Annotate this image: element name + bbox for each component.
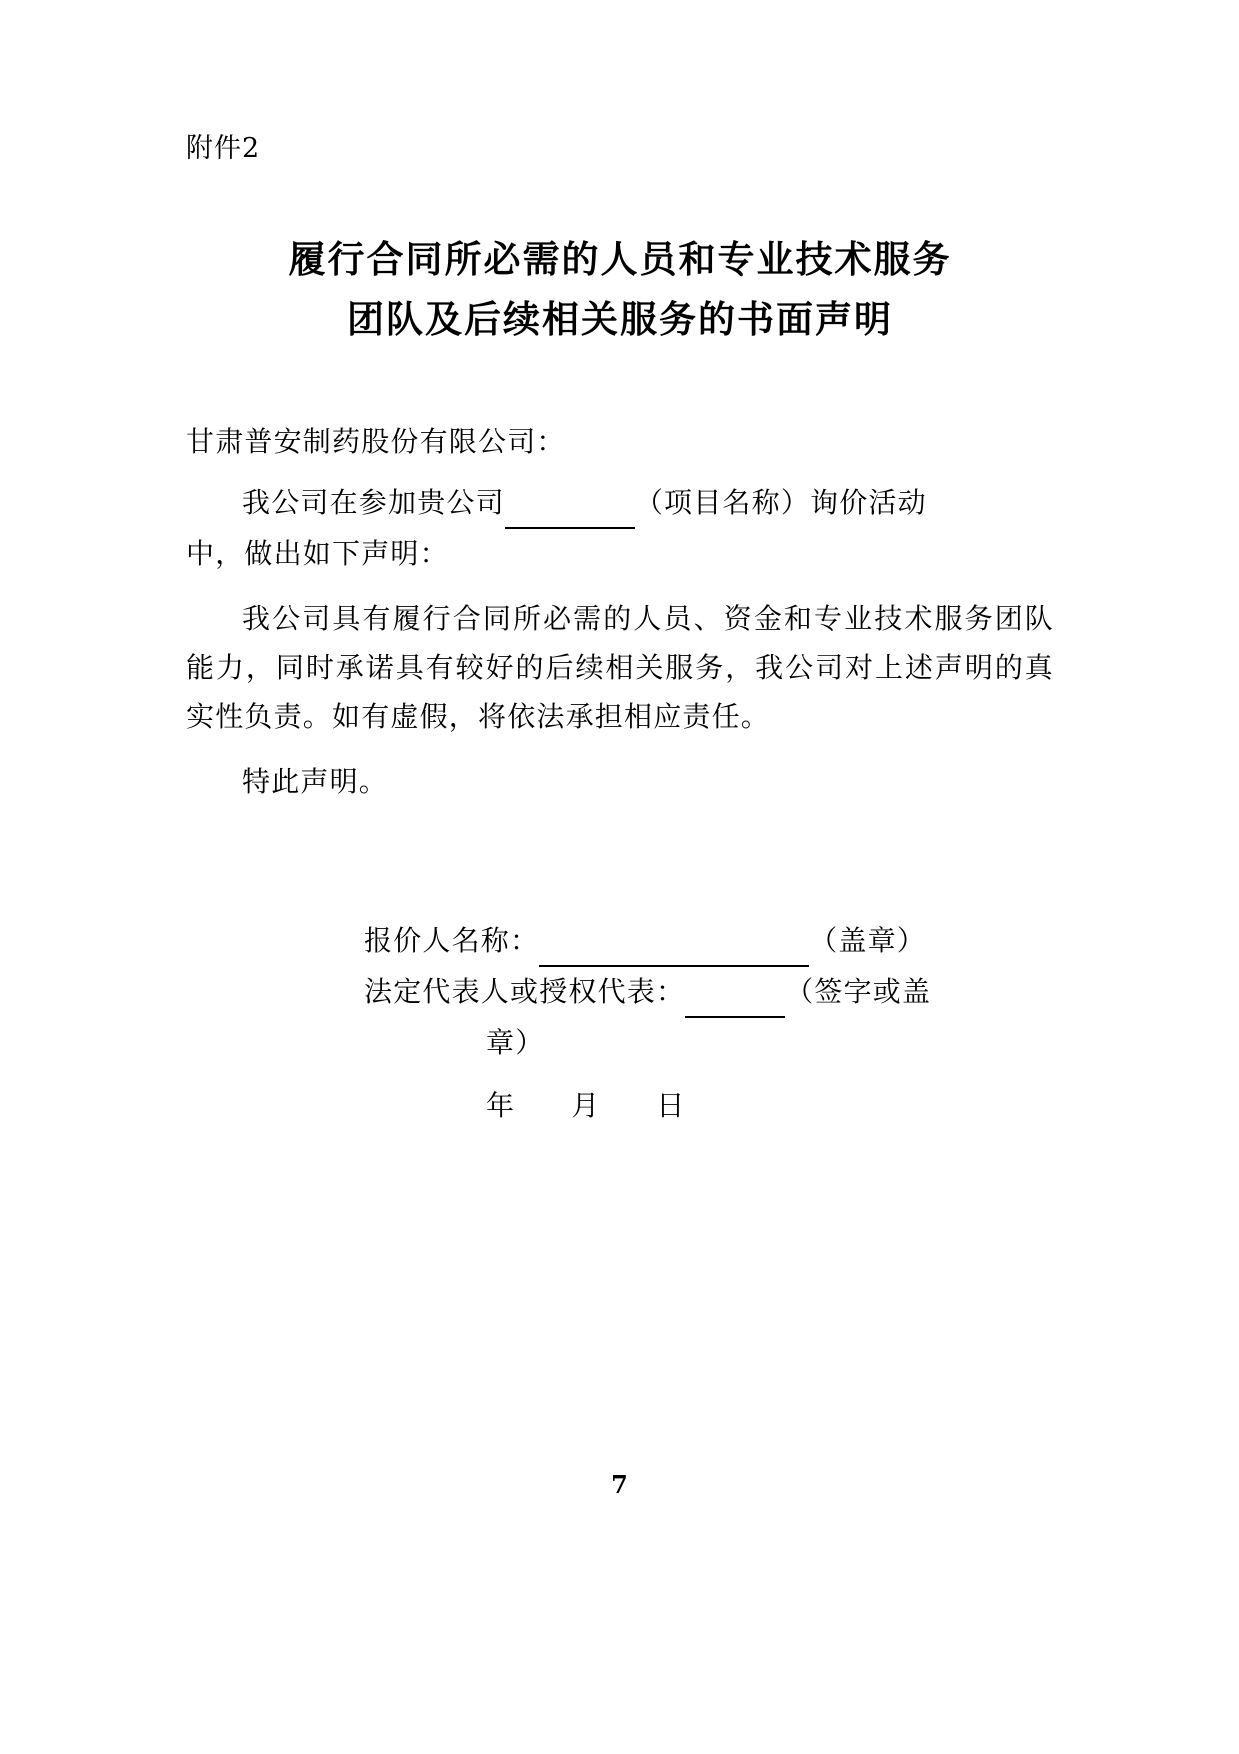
quoter-name-blank[interactable]: [539, 916, 809, 967]
document-body: [186, 130, 1054, 1130]
date-month-label: 月: [571, 1089, 601, 1123]
quoter-name-suffix: （盖章）: [809, 924, 927, 958]
page-title: [186, 230, 1054, 350]
attachment-label: 附件2: [186, 133, 261, 164]
signature-block: [186, 916, 1054, 1130]
paragraph-intro-after-blank: （项目名称）询价活动: [634, 486, 927, 520]
paragraph-intro: [186, 478, 1054, 578]
paragraph-intro-line-2: 中，做出如下声明：: [186, 537, 449, 571]
representative-suffix: （签字或盖: [785, 975, 932, 1009]
representative-label: 法定代表人或授权代表：: [364, 975, 686, 1009]
project-name-blank[interactable]: [505, 478, 635, 529]
representative-suffix-continued-row: [186, 1018, 1054, 1067]
paragraph-intro-before-blank: 我公司在参加贵公司: [242, 486, 505, 520]
representative-row: [186, 967, 1054, 1018]
representative-blank[interactable]: [685, 967, 785, 1018]
date-day-label: 日: [656, 1089, 686, 1123]
quoter-name-row: [186, 916, 1054, 967]
paragraph-statement: 我公司具有履行合同所必需的人员、资金和专业技术服务团队能力，同时承诺具有较好的后续相关服务，我公司对上述声明的真实性负责。如有虚假，将依法承担相应责任。: [186, 602, 1054, 734]
page-number: 7: [611, 1470, 628, 1499]
page-title-line-2: 团队及后续相关服务的书面声明: [347, 296, 893, 341]
quoter-name-label: 报价人名称：: [364, 924, 540, 958]
representative-suffix-continued: 章）: [486, 1026, 545, 1060]
page-title-line-1: 履行合同所必需的人员和专业技术服务: [288, 236, 952, 281]
paragraph-closing: 特此声明。: [242, 765, 389, 799]
addressee-line: 甘肃普安制药股份有限公司：: [186, 424, 566, 458]
date-year-label: 年: [486, 1089, 516, 1123]
date-row: [186, 1081, 1054, 1130]
